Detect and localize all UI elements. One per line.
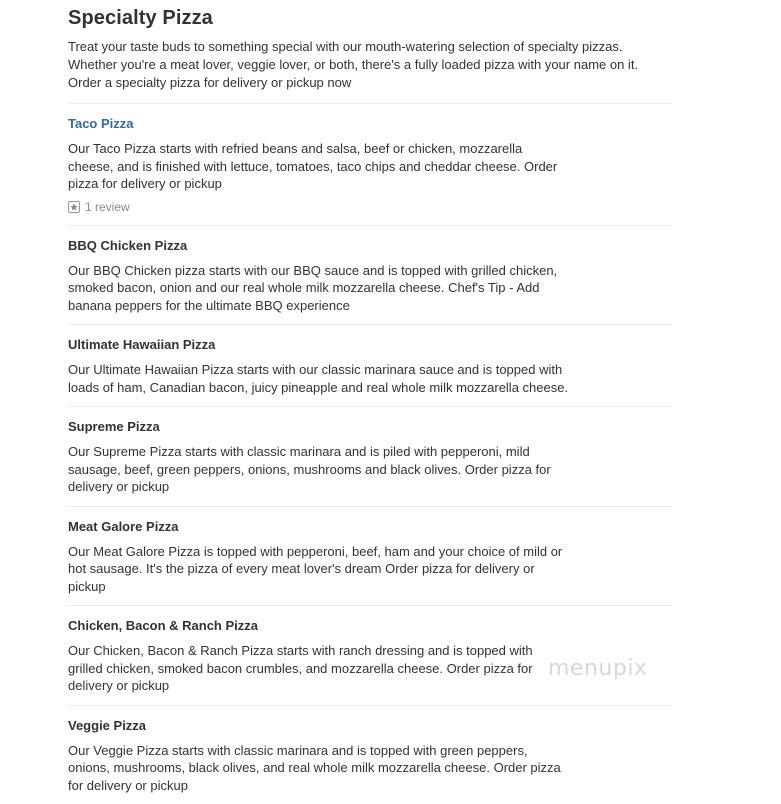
review-link[interactable] [68,199,672,215]
menu-item-description: Our Supreme Pizza starts with classic marinara and is piled with pepperoni, mild sausage, beef, green peppers, onions, mushrooms and black olives. Order pizza for delivery or pickup [68,443,588,496]
menu-section [68,0,672,804]
watermark: menupix [548,656,647,681]
menu-item-name-link[interactable]: Taco Pizza [68,116,672,132]
menu-item-name: Veggie Pizza [68,718,672,734]
star-icon [68,201,80,213]
menu-item-description: Our Veggie Pizza starts with classic marinara and is topped with green peppers, onions, mushrooms, black olives, and real whole milk mozzarella cheese. Order pizza for delivery or pickup [68,742,588,795]
menu-item-description: Our Ultimate Hawaiian Pizza starts with our classic marinara sauce and is topped with loads of ham, Canadian bacon, juicy pineapple and real whole milk mozzarella cheese. [68,361,588,396]
section-title: Specialty Pizza [68,7,672,29]
menu-item-name: Supreme Pizza [68,419,672,435]
menu-item-name: Ultimate Hawaiian Pizza [68,337,672,353]
menu-item-name: Meat Galore Pizza [68,519,672,535]
review-count: 1 review [85,199,130,215]
section-description: Treat your taste buds to something special with our mouth-watering selection of specialty pizzas. Whether you're a meat lover, veggie lover, or both, there's a fully loaded pizza with your name on it. Order a specialty pizza for delivery or pickup now [68,38,672,92]
menu-item-taco-pizza [68,104,672,226]
menu-item-name: BBQ Chicken Pizza [68,238,672,254]
menu-item-description: Our Taco Pizza starts with refried beans and salsa, beef or chicken, mozzarella cheese, and is finished with lettuce, tomatoes, taco chips and cheddar cheese. Order pizza for delivery or pickup [68,140,588,193]
menu-item-description: Our Chicken, Bacon & Ranch Pizza starts with ranch dressing and is topped with grilled chicken, smoked bacon crumbles, and mozzarella cheese. Order pizza for delivery or pickup [68,642,588,695]
menu-item-bbq-chicken-pizza [68,226,672,326]
spacer [68,92,672,103]
menu-item-supreme-pizza [68,407,672,507]
menu-item-description: Our BBQ Chicken pizza starts with our BBQ sauce and is topped with grilled chicken, smoked bacon, onion and our real whole milk mozzarella cheese. Chef's Tip - Add banana peppers for the ultimate BBQ experience [68,262,588,315]
menu-item-description: Our Meat Galore Pizza is topped with pepperoni, beef, ham and your choice of mild or hot sausage. It's the pizza of every meat lover's dream Order pizza for delivery or pickup [68,543,588,596]
menu-item-ultimate-hawaiian-pizza [68,325,672,407]
menu-item-meat-galore-pizza [68,507,672,607]
menu-item-name: Chicken, Bacon & Ranch Pizza [68,618,672,634]
